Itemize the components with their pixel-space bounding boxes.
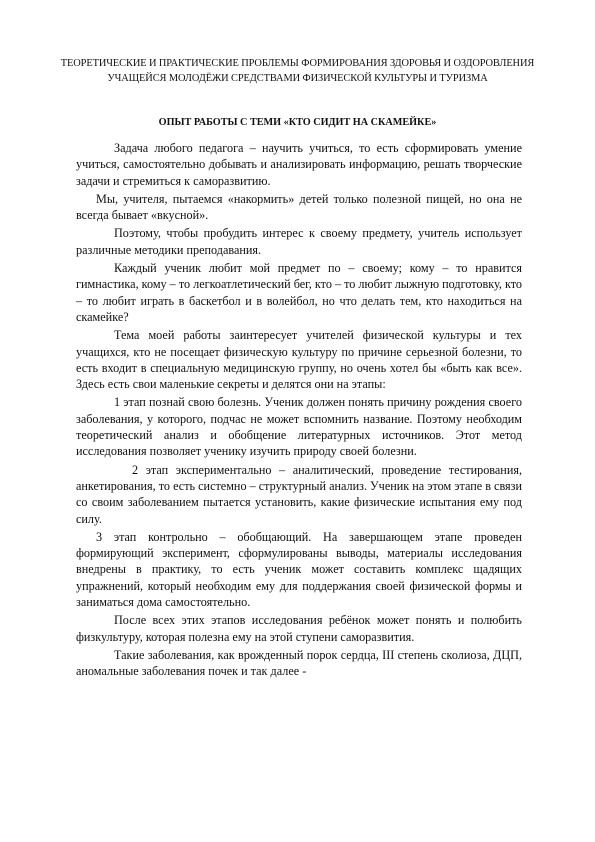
document-title: ТЕОРЕТИЧЕСКИЕ И ПРАКТИЧЕСКИЕ ПРОБЛЕМЫ ФОРМИРОВАНИЯ ЗДОРОВЬЯ И ОЗДОРОВЛЕНИЯ УЧАЩЕЙСЯ МОЛОДЁЖИ СРЕДСТВАМИ ФИЗИЧЕСКОЙ КУЛЬТУРЫ И ТУРИЗМА <box>60 58 535 84</box>
paragraph-5: Тема моей работы заинтересует учителей физической культуры и тех учащихся, кто не посещает физическую культуру по причине серьезной болезни, то есть входит в специальную медицинскую группу, но очень хотел бы «быть как все». Здесь есть свои маленькие секреты и делятся они на этапы: <box>76 328 522 392</box>
paragraph-2: Мы, учителя, пытаемся «накормить» детей только полезной пищей, но она не всегда бывает «вкусной». <box>76 191 522 223</box>
paragraph-9: После всех этих этапов исследования ребёнок может понять и полюбить физкультуру, которая полезна ему на этой ступени саморазвития. <box>76 613 522 644</box>
paragraph-4: Каждый ученик любит мой предмет по – своему; кому – то нравится гимнастика, кому – то легкоатлетический бег, кто – то любит лыжную подготовку, кто – то любит играть в баскетбол и в волейбол, но что делать тем, кто находиться на скамейке? <box>76 261 522 324</box>
paragraph-8: 3 этап контрольно – обобщающий. На завершающем этапе проведен формирующий эксперимент, сформулированы выводы, материалы исследования внедрены в практику, то есть ученик может составить комплекс щадящих упражнений, который необходим ему для поддержания своей физической формы и заниматься дома самостоятельно. <box>76 529 522 610</box>
paragraph-7: 2 этап экспериментально – аналитический, проведение тестирования, анкетирования, то есть системно – структурный анализ. Ученик на этом этапе в связи со своим заболеванием пытается установить, какие физические испытания ему под силу. <box>76 462 522 526</box>
document-subtitle: ОПЫТ РАБОТЫ С ТЕМИ «КТО СИДИТ НА СКАМЕЙКЕ» <box>158 117 437 128</box>
paragraph-10: Такие заболевания, как врожденный порок сердца, III степень сколиоза, ДЦП, аномальные заболевания почек и так далее - <box>76 647 522 679</box>
paragraph-1: Задача любого педагога – научить учиться, то есть сформировать умение учиться, самостоятельно добывать и анализировать информацию, решать творческие задачи и стремиться к саморазвитию. <box>76 141 522 188</box>
document-body <box>76 140 522 682</box>
paragraph-6: 1 этап познай свою болезнь. Ученик должен понять причину рождения своего заболевания, у которого, подчас не может вспомнить название. Поэтому необходим теоретический анализ и обобщение литературных источников. Этот метод исследования позволяет ученику изучить природу своей болезни. <box>76 395 522 459</box>
paragraph-3: Поэтому, чтобы пробудить интерес к своему предмету, учитель использует различные методики преподавания. <box>76 226 522 257</box>
